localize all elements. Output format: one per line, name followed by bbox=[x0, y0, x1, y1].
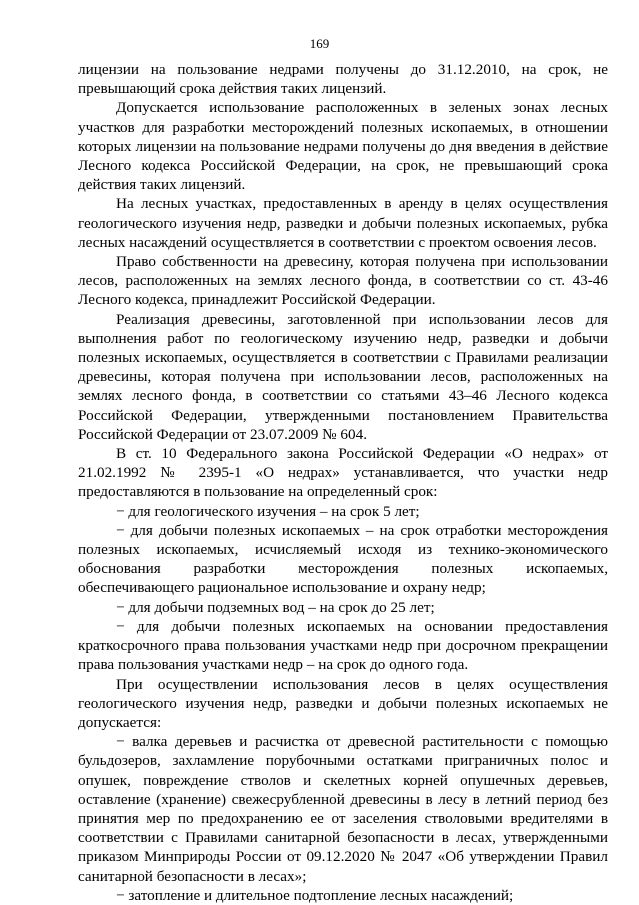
list-item-prohibition-flooding: − затопление и длительное подтопление лесных насаждений; bbox=[116, 886, 514, 904]
list-item-short-term-right: − для добычи полезных ископаемых на основании предоставления краткосрочного права пользования участками недр при досрочном прекращении права пользования участками недр – на срок до одного года. bbox=[78, 617, 608, 674]
page-number: 169 bbox=[309, 36, 330, 51]
paragraph-logging-on-leased-plots: На лесных участках, предоставленных в аренду в целях осуществления геологического изучения недр, разведки и добычи полезных ископаемых, рубка лесных насаждений осуществляется в соответствии с проектом освоения лесов. bbox=[78, 195, 608, 251]
paragraph-green-zones: Допускается использование расположенных в зеленых зонах лесных участков для разработки месторождений полезных ископаемых, в отношении которых лицензии на пользование недрами получены до дня введения в действие Лесного кодекса Российской Федерации, на срок, не превышающий срока действия таких лицензий. bbox=[78, 99, 608, 194]
paragraph-wood-sale: Реализация древесины, заготовленной при использовании лесов для выполнения работ по геологическому изучению недр, разведки и добычи полезных ископаемых, осуществляется в соответствии с Правилами реализации древесины, которая получена при использовании лесов, расположенных на землях лесного фонда, в соответствии со статьями 43–46 Лесного кодекса Российской Федерации, утвержденными постановлением Правительства Российской Федерации от 23.07.2009 № 604. bbox=[78, 310, 608, 443]
list-item-mineral-extraction: − для добычи полезных ископаемых – на срок отработки месторождения полезных ископаемых, исчисляемый исходя из технико-экономического обоснования разработки месторождения полезных ископаемых, обеспечивающего рациональное использование и охрану недр; bbox=[78, 521, 608, 597]
document-body bbox=[78, 60, 608, 905]
paragraph-subsoil-law-terms: В ст. 10 Федерального закона Российской Федерации «О недрах» от 21.02.1992 № 2395-1 «О недрах» устанавливается, что участки недр предоставляются в пользование на определенный срок: bbox=[78, 445, 608, 501]
list-item-groundwater: − для добычи подземных вод – на срок до 25 лет; bbox=[116, 598, 435, 616]
paragraph-prohibitions-intro: При осуществлении использования лесов в целях осуществления геологического изучения недр, разведки и добычи полезных ископаемых не допускается: bbox=[78, 675, 608, 731]
list-item-prohibition-felling: − валка деревьев и расчистка от древесной растительности с помощью бульдозеров, захламление порубочными остатками приграничных полос и опушек, повреждение стволов и скелетных корней опушечных деревьев, оставление (хранение) свежесрубленной древесины в лесу в летний период без принятия мер по предохранению ее от заселения стволовыми вредителями в соответствии с Правилами санитарной безопасности в лесах, утвержденными приказом Минприроды России от 09.12.2020 № 2047 «Об утверждении Правил санитарной безопасности в лесах»; bbox=[78, 733, 608, 885]
list-item-geological-study: − для геологического изучения – на срок 5 лет; bbox=[116, 502, 420, 520]
paragraph-license-term-continued: лицензии на пользование недрами получены до 31.12.2010, на срок, не превышающий срока действия таких лицензий. bbox=[78, 61, 608, 98]
paragraph-wood-ownership: Право собственности на древесину, которая получена при использовании лесов, расположенных на землях лесного фонда, в соответствии со ст. 43-46 Лесного кодекса, принадлежит Российской Федерации. bbox=[78, 253, 608, 309]
